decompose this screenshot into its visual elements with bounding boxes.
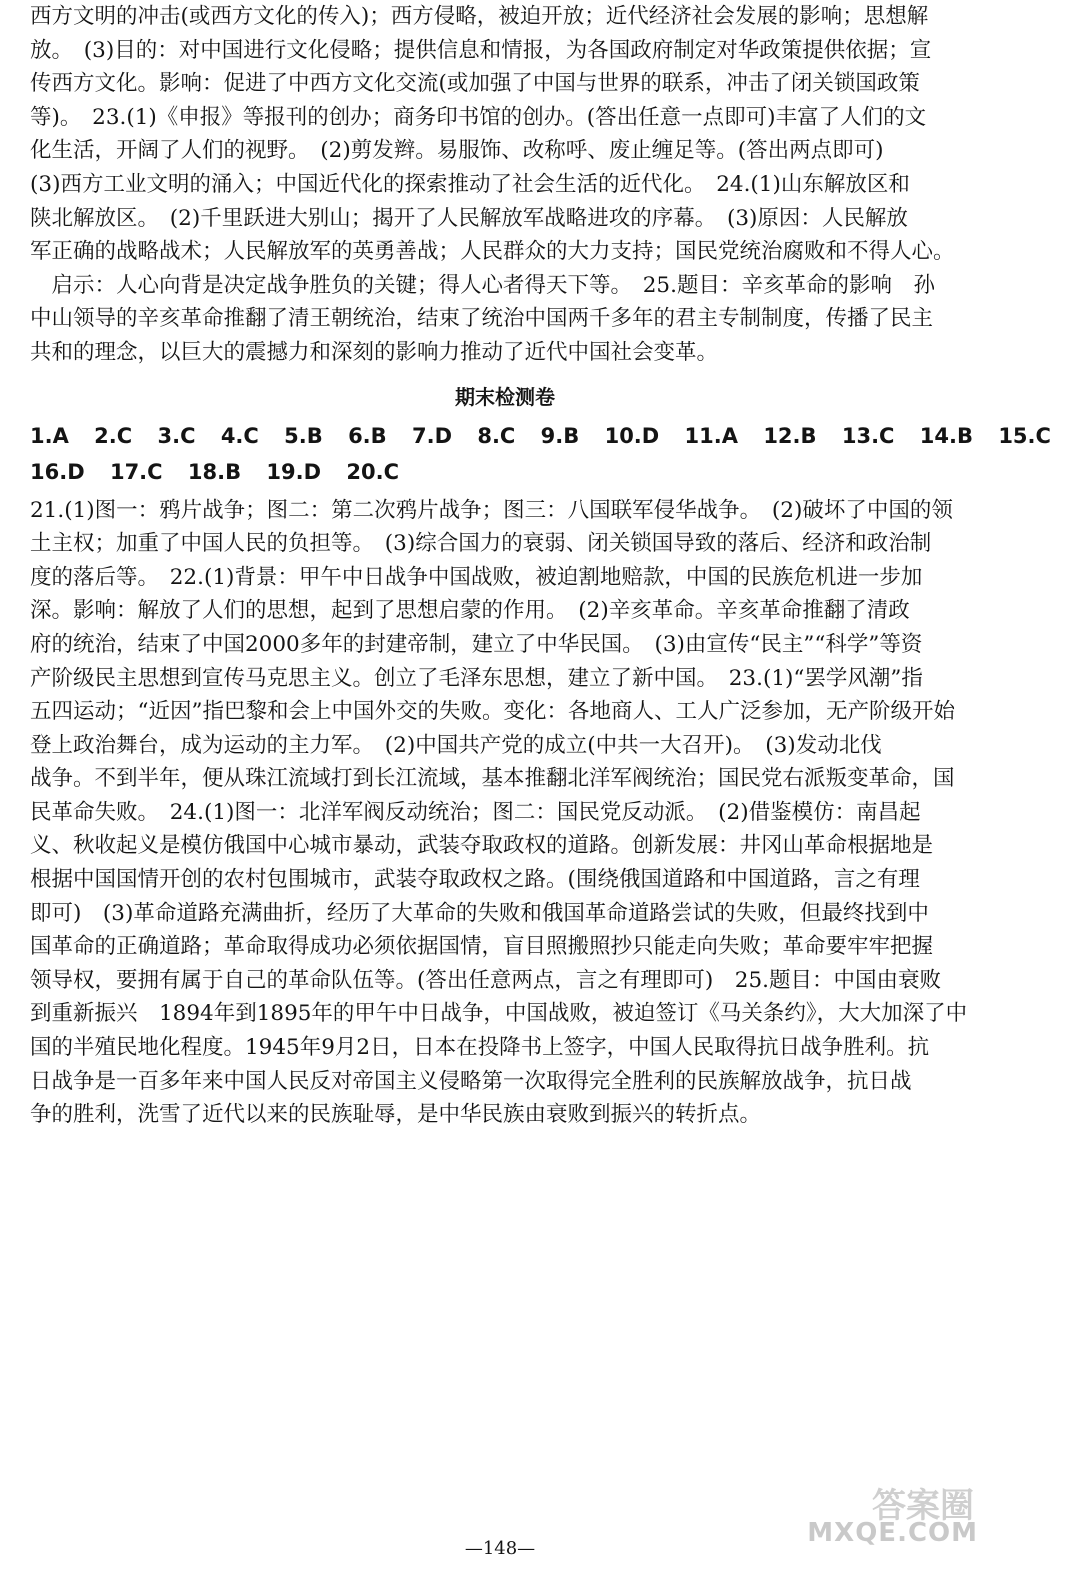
text-line: 争的胜利，洗雪了近代以来的民族耻辱，是中华民族由衰败到振兴的转折点。 [30,1102,762,1128]
answer-item: 6.B [348,423,387,448]
text-line: 日战争是一百多年来中国人民反对帝国主义侵略第一次取得完全胜利的民族解放战争，抗日战 [30,1068,912,1094]
answer-item: 7.D [411,423,453,448]
answer-item: 17.C [109,459,163,484]
answer-item: 2.C [94,423,133,448]
text-line: 中山领导的辛亥革命推翻了清王朝统治，结束了统治中国两千多年的君主专制制度，传播了民主 [30,306,934,332]
text-line: 产阶级民主思想到宣传马克思主义。创立了毛泽东思想，建立了新中国。 23.(1)“罢学风潮”指 [30,665,923,691]
text-line: 民革命失败。 24.(1)图一：北洋军阀反动统治；图二：国民党反动派。 (2)借鉴模仿：南昌起 [30,799,921,825]
page-number: —148— [464,1538,536,1559]
text-line: 到重新振兴 1894年到1895年的甲午中日战争，中国战败，被迫签订《马关条约》，大大加深了中 [30,1001,968,1027]
watermark-text: MXQE.COM [807,1518,978,1548]
multiple-choice-answers-row-2 [30,454,980,490]
text-line: 战争。不到半年，便从珠江流域打到长江流域，基本推翻北洋军阀统治；国民党右派叛变革命，国 [30,766,955,792]
text-line: 土主权；加重了中国人民的负担等。 (3)综合国力的衰弱、闭关锁国导致的落后、经济和政治制 [30,531,932,557]
text-line: 根据中国国情开创的农村包围城市，武装夺取政权之路。(围绕俄国道路和中国道路，言之有理 [30,867,920,893]
text-line: (3)西方工业文明的涌入；中国近代化的探索推动了社会生活的近代化。 24.(1)山东解放区和 [30,171,910,197]
answer-item: 18.B [187,459,242,484]
text-line: 共和的理念，以巨大的震撼力和深刻的影响力推动了近代中国社会变革。 [30,339,719,365]
text-line: 国的半殖民地化程度。1945年9月2日，日本在投降书上签字，中国人民取得抗日战争胜利。抗 [30,1035,930,1061]
answer-item: 4.C [220,423,259,448]
text-line: 西方文明的冲击(或西方文化的传入)；西方侵略，被迫开放；近代经济社会发展的影响；思想解 [30,4,929,29]
text-line: 军正确的战略战术；人民解放军的英勇善战；人民群众的大力支持；国民党统治腐败和不得人心。 [30,239,955,265]
answer-item: 9.B [540,423,580,448]
text-line: 领导权，要拥有属于自己的革命队伍等。(答出任意两点，言之有理即可) 25.题目：中国由衰败 [30,967,941,993]
multiple-choice-answers-row-1 [30,418,1051,454]
text-line: 度的落后等。 22.(1)背景：甲午中日战争中国战败，被迫割地赔款，中国的民族危机进一步加 [30,564,923,590]
answer-item: 15.C [998,423,1051,448]
previous-answers-block [30,0,980,370]
answer-item: 14.B [919,423,973,448]
answer-item: 16.D [30,459,85,484]
answer-item: 11.A [684,423,738,448]
answer-item: 13.C [841,423,895,448]
answer-item: 10.D [604,423,660,448]
text-line: 府的统治，结束了中国2000多年的封建帝制，建立了中华民国。 (3)由宣传“民主”“科学”等资 [30,631,923,657]
text-line: 登上政治舞台，成为运动的主力军。 (2)中国共产党的成立(中共一大召开)。 (3)发动北伐 [30,732,882,758]
text-line: 五四运动；“近因”指巴黎和会上中国外交的失败。变化：各地商人、工人广泛参加，无产阶级开始 [30,699,955,725]
answer-page [30,0,1051,1132]
text-line: 即可) (3)革命道路充满曲折，经历了大革命的失败和俄国革命道路尝试的失败，但最终找到中 [30,900,929,926]
section-title: 期末检测卷 [455,384,555,409]
text-line: 传西方文化。影响：促进了中西方文化交流(或加强了中国与世界的联系，冲击了闭关锁国政策 [30,71,920,97]
text-line: 陕北解放区。 (2)千里跃进大别山；揭开了人民解放军战略进攻的序幕。 (3)原因：人民解放 [30,205,908,231]
answer-item: 19.D [266,459,322,484]
answer-item: 1.A [30,423,69,448]
text-line: 等)。 23.(1)《申报》等报刊的创办；商务印书馆的创办。(答出任意一点即可)丰富了人们的文 [30,104,927,130]
text-line: 义、秋收起义是模仿俄国中心城市暴动，武装夺取政权的道路。创新发展：井冈山革命根据地是 [30,833,934,859]
answer-item: 3.C [157,423,196,448]
text-line: 化生活，开阔了人们的视野。 (2)剪发辫。易服饰、改称呼、废止缠足等。(答出两点即可) [30,138,884,164]
text-line: 国革命的正确道路；革命取得成功必须依据国情，盲目照搬照抄只能走向失败；革命要牢牢把握 [30,934,934,960]
answer-item: 20.C [346,459,399,484]
text-line: 启示：人心向背是决定战争胜负的关键；得人心者得天下等。 25.题目：辛亥革命的影响 孙 [30,272,935,298]
answer-item: 8.C [477,423,516,448]
text-line: 放。 (3)目的：对中国进行文化侵略；提供信息和情报，为各国政府制定对华政策提供依据；宣 [30,37,932,63]
final-exam-answers-block [30,494,980,1132]
text-line: 21.(1)图一：鸦片战争；图二：第二次鸦片战争；图三：八国联军侵华战争。 (2)破坏了中国的领 [30,497,953,523]
answer-item: 12.B [763,423,817,448]
answer-item: 5.B [284,423,323,448]
watermark-logo: 答案圈 [872,1486,974,1526]
text-line: 深。影响：解放了人们的思想，起到了思想启蒙的作用。 (2)辛亥革命。辛亥革命推翻了清政 [30,598,910,624]
